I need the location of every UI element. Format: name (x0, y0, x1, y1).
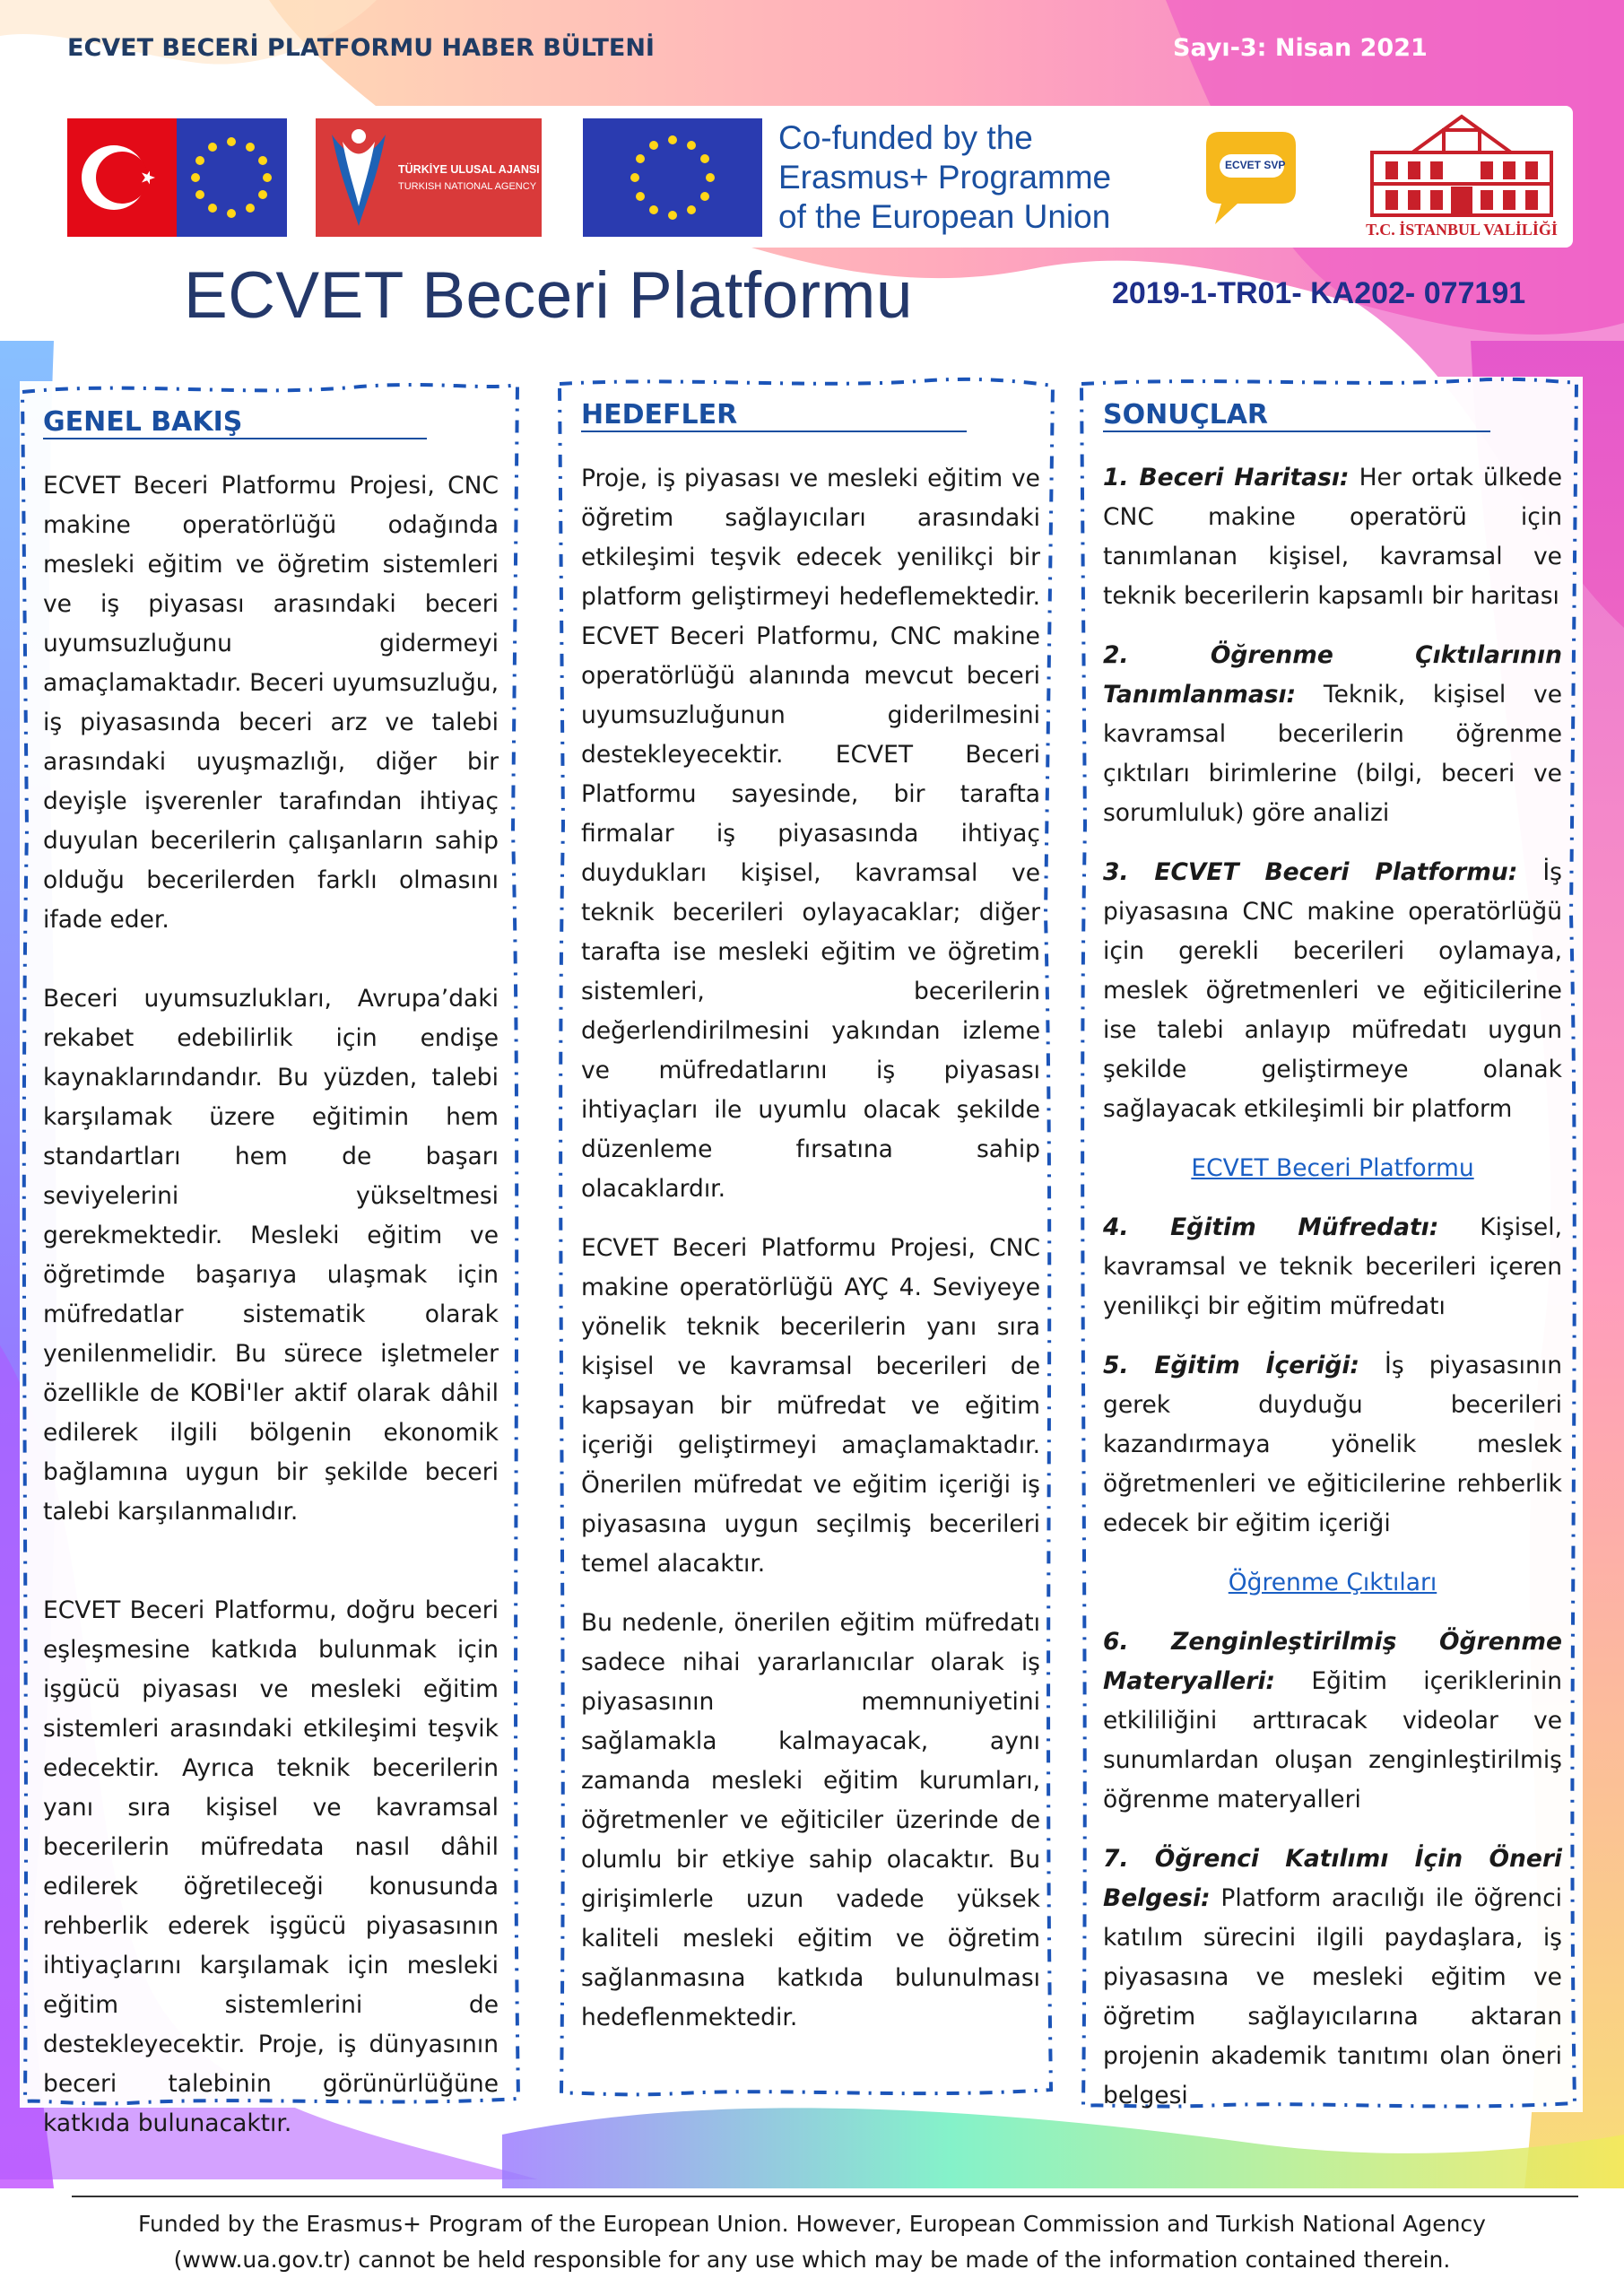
result-title-2: 2. Öğrenme Çıktılarının Tanımlanması: (1103, 641, 1562, 709)
overview-heading-underline (43, 438, 427, 439)
result-title-6: 6. Zenginleştirilmiş Öğrenme Materyalleri: (1103, 1628, 1562, 1695)
project-code: 2019-1-TR01- KA202- 077191 (1112, 276, 1526, 310)
issue-label: Sayı-3: Nisan 2021 (1173, 34, 1428, 62)
result-title-7: 7. Öğrenci Katılımı İçin Öneri Belgesi: (1103, 1845, 1562, 1912)
result-desc-5: İş piyasasının gerek duyduğu becerileri kazandırmaya yönelik meslek öğretmenleri ve eğiticilerine rehberlik edecek bir eğitim içeriği (1103, 1352, 1562, 1537)
learning-outcomes-link[interactable]: Öğrenme Çıktıları (1228, 1569, 1437, 1596)
erasmus-line2: Erasmus+ Programme (778, 159, 1112, 196)
turkish-national-agency-logo (316, 118, 542, 237)
istanbul-valiligi-logo (1359, 108, 1565, 247)
overview-paragraph-2: Beceri uyumsuzlukları, Avrupa’daki rekabet edebilirlik için endişe kaynaklarındandır. Bu yüzden, talebi karşılamak üzere eğitimin hem standartları hem de başarı seviyelerini yükseltmesi gerekmektedir. Mesleki eğitim ve öğretimde başarıya ulaşmak için müfredatlar sistematik olarak yenilenmelidir. Bu sürece işletmeler özellikle de KOBİ'ler aktif olarak dâhil edilerek ilgili bölgenin ekonomik bağlamına uygun bir şekilde beceri talebi karşılanmalıdır. (43, 985, 499, 1526)
footer-disclaimer (0, 2206, 1624, 2278)
ecvet-svp-text: ECVET SVP (1225, 159, 1286, 171)
result-desc-3: İş piyasasına CNC makine operatörlüğü için gerekli becerileri oylamaya, meslek öğretmenleri ve eğiticilerine ise talebi anlayıp müfredatı uygun şekilde geliştirmeye olanak sağlayacak etkileşimli bir platform (1103, 858, 1562, 1123)
goals-heading: HEDEFLER (581, 399, 738, 430)
ecvet-svp-logo (1193, 127, 1305, 230)
bulletin-title: ECVET BECERİ PLATFORMU HABER BÜLTENİ (67, 34, 655, 62)
results-heading: SONUÇLAR (1103, 399, 1269, 430)
platform-link[interactable]: ECVET Beceri Platformu (1191, 1154, 1474, 1182)
result-item-3 (1103, 853, 1562, 1129)
footer-line-1: Funded by the Erasmus+ Program of the European Union. However, European Commission and Turkish National Agency (138, 2211, 1486, 2237)
eu-flag-icon (583, 118, 762, 237)
overview-paragraph-3: ECVET Beceri Platformu, doğru beceri eşleşmesine katkıda bulunmak için işgücü piyasası ve mesleki eğitim sistemleri arasındaki etkileşimi teşvik edecektir. Ayrıca teknik becerilerin yanı sıra kişisel ve kavramsal becerilerin müfredata nasıl dâhil edilerek öğretileceği konusunda rehberlik ederek işgücü piyasasının ihtiyaçlarını karşılamak için mesleki eğitim sistemlerini de destekleyecektir. Proje, iş dünyasının beceri talebinin görünürlüğüne katkıda bulunacaktır. (43, 1596, 499, 2137)
goals-paragraph-3: Bu nedenle, önerilen eğitim müfredatı sadece nihai yararlanıcılar olarak iş piyasasının memnuniyetini sağlamakla kalmayacak, aynı zamanda mesleki eğitim kurumları, öğretmenler ve eğiticiler üzerinde de olumlu bir etkiye sahip olacaktır. Bu girişimlerle uzun vadede yüksek kaliteli mesleki eğitim ve öğretim sağlanmasına katkıda bulunulması hedeflenmektedir. (581, 1609, 1040, 2031)
result-desc-7: Platform aracılığı ile öğrenci katılım sürecini ilgili paydaşlara, iş piyasasına ve mesleki eğitim ve öğretim sağlayıcılarına aktaran projenin akademik tanıtımı olan öneri belgesi (1103, 1884, 1562, 2109)
result-item-2 (1103, 636, 1562, 833)
footer-line-2: (www.ua.gov.tr) cannot be held responsible for any use which may be made of the information contained therein. (173, 2247, 1451, 2273)
footer-divider (72, 2196, 1578, 2197)
result-title-5: 5. Eğitim İçeriği: (1103, 1352, 1360, 1379)
page-title: ECVET Beceri Platformu (184, 259, 913, 332)
erasmus-cofunded-text (778, 118, 1111, 237)
tna-line1: TÜRKİYE ULUSAL AJANSI (398, 163, 540, 176)
result-desc-2: Teknik, kişisel ve kavramsal becerilerin öğrenme çıktıları birimlerine (bilgi, beceri ve sorumluluk) göre analizi (1103, 681, 1562, 827)
overview-heading: GENEL BAKIŞ (43, 406, 243, 438)
result-item-7 (1103, 1839, 1562, 2116)
result-desc-1: Her ortak ülkede CNC makine operatörü için tanımlanan kişisel, kavramsal ve teknik becerilerin kapsamlı bir haritası (1103, 464, 1563, 610)
agency-emblem-icon (323, 126, 395, 230)
results-heading-underline (1103, 430, 1490, 432)
result-title-3: 3. ECVET Beceri Platformu: (1103, 858, 1518, 886)
goals-paragraph-1: Proje, iş piyasası ve mesleki eğitim ve öğretim sağlayıcıları arasındaki etkileşimi teşvik edecek yenilikçi bir platform geliştirmeyi hedeflemektedir. ECVET Beceri Platformu, CNC makine operatörlüğü alanında mevcut beceri uyumsuzluğunun giderilmesini destekleyecektir. ECVET Beceri Platformu sayesinde, bir tarafta firmalar iş piyasasında ihtiyaç duydukları kişisel, kavramsal ve teknik becerileri oylayacaklar; diğer tarafta ise mesleki eğitim ve öğretim sistemleri, becerilerin değerlendirilmesini yakından izleme ve müfredatlarını iş piyasası ihtiyaçları ile uyumlu olacak şekilde düzenleme fırsatına sahip olacaklardır. (581, 465, 1040, 1203)
result-item-4 (1103, 1208, 1562, 1326)
erasmus-line3: of the European Union (778, 198, 1111, 235)
goals-text (581, 459, 1040, 2057)
erasmus-line1: Co-funded by the (778, 119, 1033, 156)
result-title-1: 1. Beceri Haritası: (1103, 464, 1350, 491)
overview-paragraph-1: ECVET Beceri Platformu Projesi, CNC makine operatörlüğü odağında mesleki eğitim ve öğretim sistemleri ve iş piyasası arasındaki beceri uyumsuzluğunu gidermeyi amaçlamaktadır. Beceri uyumsuzluğu, iş piyasasında beceri arz ve talebi arasındaki uyuşmazlığı, diğer bir deyişle işverenler tarafından ihtiyaç duyulan becerilerin çalışanların sahip olduğu becerilerden farklı olmasını ifade eder. (43, 472, 499, 934)
goals-paragraph-2: ECVET Beceri Platformu Projesi, CNC makine operatörlüğü AYÇ 4. Seviyeye yönelik teknik becerilerin yanı sıra kişisel ve kavramsal becerileri de kapsayan bir müfredat ve eğitim içeriği geliştirmeyi amaçlamaktadır. Önerilen müfredat ve eğitim içeriği iş piyasasına uygun seçilmiş becerileri temel alacaktır. (581, 1234, 1040, 1578)
goals-heading-underline (581, 430, 967, 432)
result-item-5 (1103, 1346, 1562, 1544)
valilik-text: T.C. İSTANBUL VALİLİĞİ (1366, 221, 1558, 239)
result-desc-4: Kişisel, kavramsal ve teknik becerileri içeren yenilikçi bir eğitim müfredatı (1103, 1213, 1562, 1320)
overview-text (43, 466, 499, 2163)
tna-line2: TURKISH NATIONAL AGENCY (398, 181, 537, 192)
ecvet-svp-bubble-icon (1193, 127, 1305, 230)
turkey-eu-flag-logo (67, 118, 287, 237)
result-desc-6: Eğitim içeriklerinin etkililiğini arttıracak videolar ve sunumlardan oluşan zenginleştirilmiş öğrenme materyalleri (1103, 1667, 1562, 1813)
results-text (1103, 458, 1562, 2135)
governorship-building-icon (1359, 108, 1565, 220)
result-item-1 (1103, 458, 1562, 616)
result-title-4: 4. Eğitim Müfredatı: (1103, 1213, 1439, 1241)
result-item-6 (1103, 1622, 1562, 1820)
